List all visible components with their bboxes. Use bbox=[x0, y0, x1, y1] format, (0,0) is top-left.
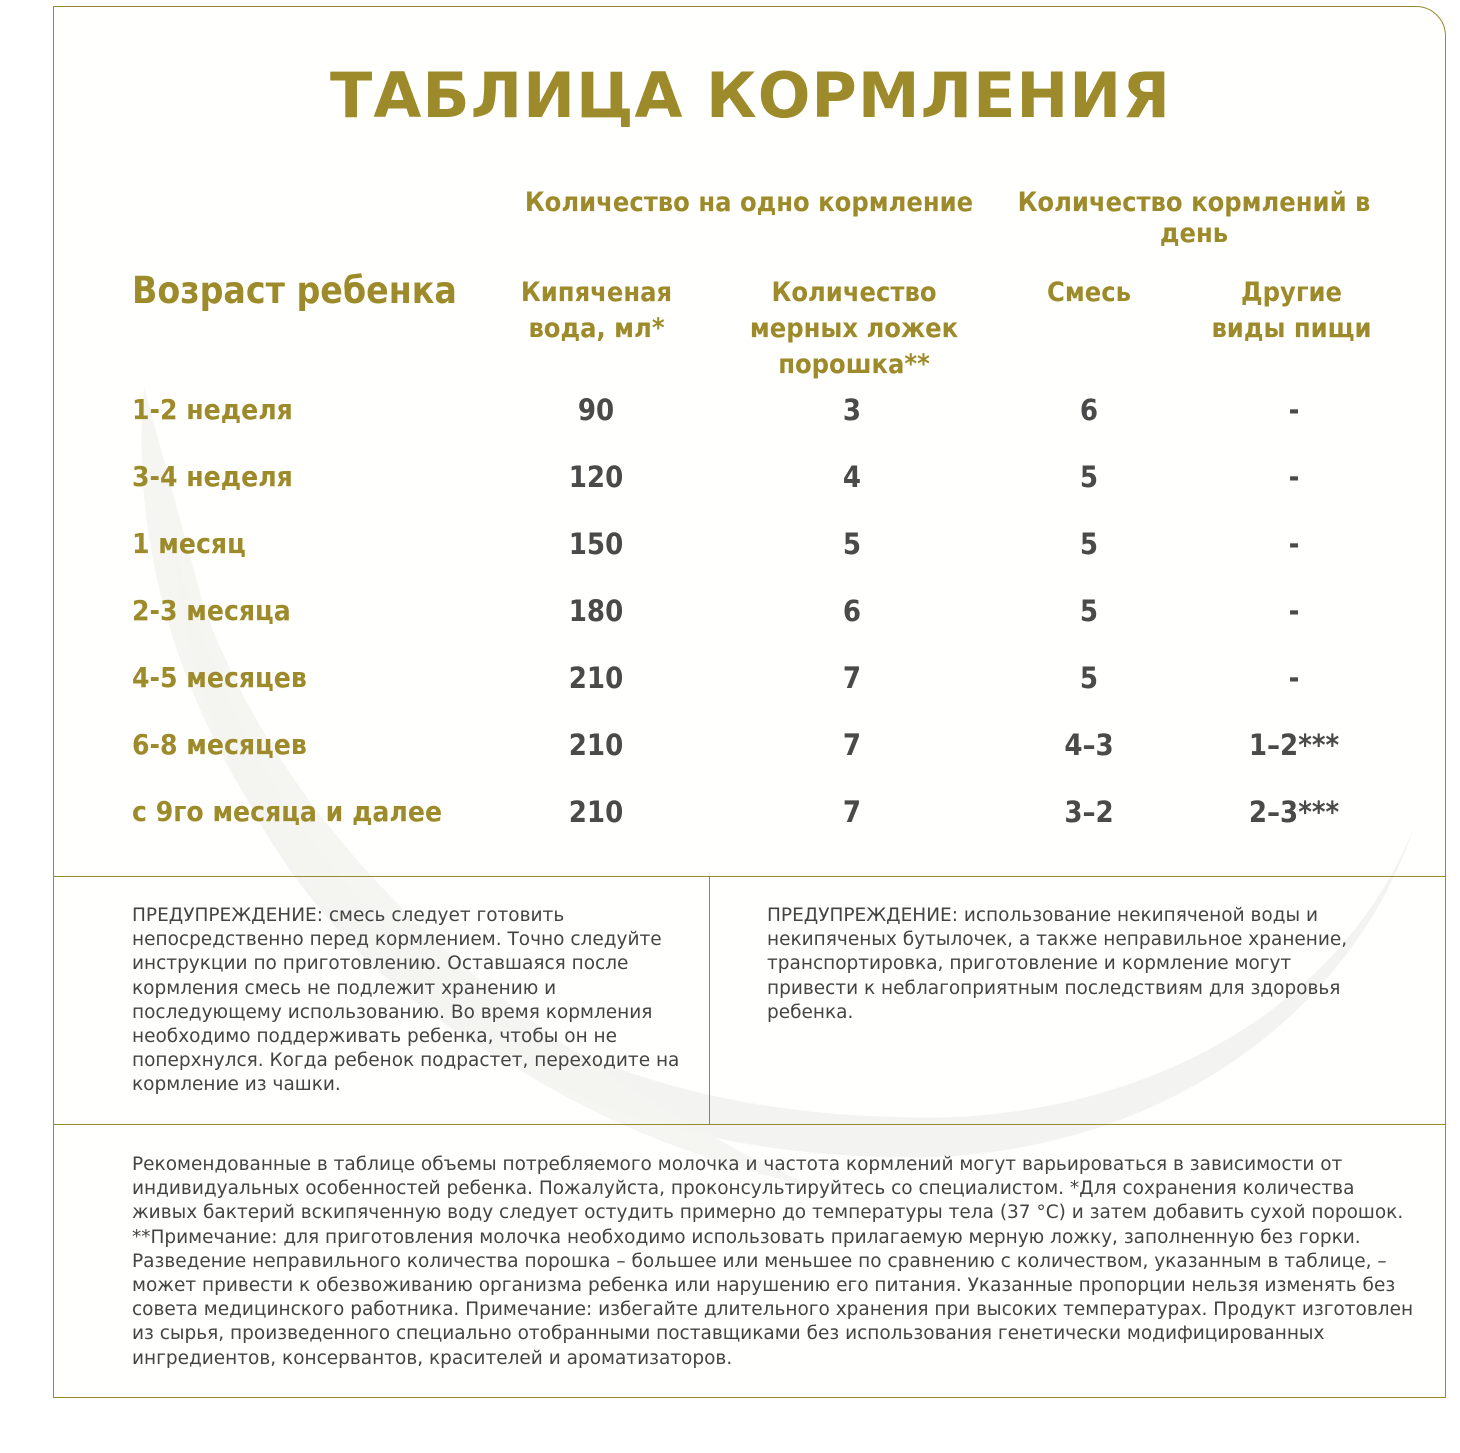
column-header-other: Другие виды пищи bbox=[1211, 277, 1372, 344]
cell-formula: 3–2 bbox=[1064, 795, 1114, 829]
column-header-formula: Смесь bbox=[1047, 277, 1131, 308]
divider bbox=[709, 876, 710, 1124]
cell-age: 6-8 месяцев bbox=[132, 728, 307, 761]
cell-spoons: 5 bbox=[842, 527, 862, 561]
table-row bbox=[54, 728, 1446, 768]
cell-spoons: 7 bbox=[842, 795, 862, 829]
cell-other: 2–3*** bbox=[1248, 795, 1340, 829]
cell-water: 90 bbox=[577, 393, 615, 427]
table-row bbox=[54, 527, 1446, 567]
table-row bbox=[54, 661, 1446, 701]
cell-formula: 5 bbox=[1079, 594, 1099, 628]
cell-water: 120 bbox=[568, 460, 624, 494]
cell-water: 150 bbox=[568, 527, 624, 561]
cell-other: - bbox=[1288, 393, 1300, 427]
table-row bbox=[54, 460, 1446, 500]
cell-age: 4-5 месяцев bbox=[132, 661, 307, 694]
warning-right: ПРЕДУПРЕЖДЕНИЕ: использование некипяченой воды и некипяченых бутылочек, а также неправильное хранение, транспортировка, приготовление и кормление могут привести к неблагоприятным последствиям для здоровья ребенка. bbox=[767, 905, 1348, 1023]
column-header-spoons: Количество мерных ложек порошка** bbox=[749, 277, 959, 380]
cell-other: - bbox=[1288, 527, 1300, 561]
cell-other: - bbox=[1288, 661, 1300, 695]
divider bbox=[54, 876, 1446, 877]
cell-water: 180 bbox=[568, 594, 624, 628]
cell-spoons: 7 bbox=[842, 661, 862, 695]
cell-other: - bbox=[1288, 460, 1300, 494]
cell-age: 3-4 неделя bbox=[132, 460, 293, 493]
group-header-per-feeding: Количество на одно кормление bbox=[524, 187, 974, 218]
cell-age: 1 месяц bbox=[132, 527, 246, 560]
divider bbox=[54, 1124, 1446, 1125]
cell-formula: 5 bbox=[1079, 661, 1099, 695]
cell-water: 210 bbox=[568, 728, 624, 762]
warning-left: ПРЕДУПРЕЖДЕНИЕ: смесь следует готовить непосредственно перед кормлением. Точно следуйте инструкции по приготовлению. Оставшаяся после кормления смесь не подлежит хранению и последующему использованию. Во время кормления необходимо поддерживать ребенка, чтобы он не поперхнулся. Когда ребенок подрастет, переходите на кормление из чашки. bbox=[132, 905, 680, 1096]
cell-age: с 9го месяца и далее bbox=[132, 795, 443, 828]
cell-water: 210 bbox=[568, 661, 624, 695]
cell-water: 210 bbox=[568, 795, 624, 829]
cell-age: 1-2 неделя bbox=[132, 393, 293, 426]
cell-spoons: 6 bbox=[842, 594, 862, 628]
cell-formula: 5 bbox=[1079, 527, 1099, 561]
cell-other: - bbox=[1288, 594, 1300, 628]
cell-spoons: 7 bbox=[842, 728, 862, 762]
cell-formula: 4–3 bbox=[1064, 728, 1114, 762]
cell-other: 1–2*** bbox=[1248, 728, 1340, 762]
cell-formula: 6 bbox=[1079, 393, 1099, 427]
page-title: ТАБЛИЦА КОРМЛЕНИЯ bbox=[330, 59, 1171, 132]
cell-formula: 5 bbox=[1079, 460, 1099, 494]
table-row bbox=[54, 393, 1446, 433]
column-header-age: Возраст ребенка bbox=[132, 269, 457, 312]
table-row bbox=[54, 795, 1446, 835]
cell-spoons: 3 bbox=[842, 393, 862, 427]
cell-age: 2-3 месяца bbox=[132, 594, 291, 627]
table-row bbox=[54, 594, 1446, 634]
group-header-per-day: Количество кормлений в день bbox=[1017, 187, 1371, 249]
feeding-table-card bbox=[53, 6, 1446, 1398]
cell-spoons: 4 bbox=[842, 460, 862, 494]
column-header-water: Кипяченая вода, мл* bbox=[520, 277, 673, 344]
footnote: Рекомендованные в таблице объемы потребляемого молочка и частота кормлений могут варьироваться в зависимости от индивидуальных особенностей ребенка. Пожалуйста, проконсультируйтесь со специалистом. *Для сохранения количества живых бактерий вскипяченную воду следует остудить примерно до температуры тела (37 °С) и затем добавить сухой порошок. **Примечание: для приготовления молочка необходимо использовать прилагаемую мерную ложку, заполненную без горки. Разведение неправильного количества порошка – большее или меньшее по сравнению с количеством, указанным в таблице, – может привести к обезвоживанию организма ребенка или нарушению его питания. Указанные пропорции нельзя изменять без совета медицинского работника. Примечание: избегайте длительного хранения при высоких температурах. Продукт изготовлен из сырья, произведенного специально отобранными поставщиками без использования генетически модифицированных ингредиентов, консервантов, красителей и ароматизаторов. bbox=[132, 1154, 1414, 1369]
